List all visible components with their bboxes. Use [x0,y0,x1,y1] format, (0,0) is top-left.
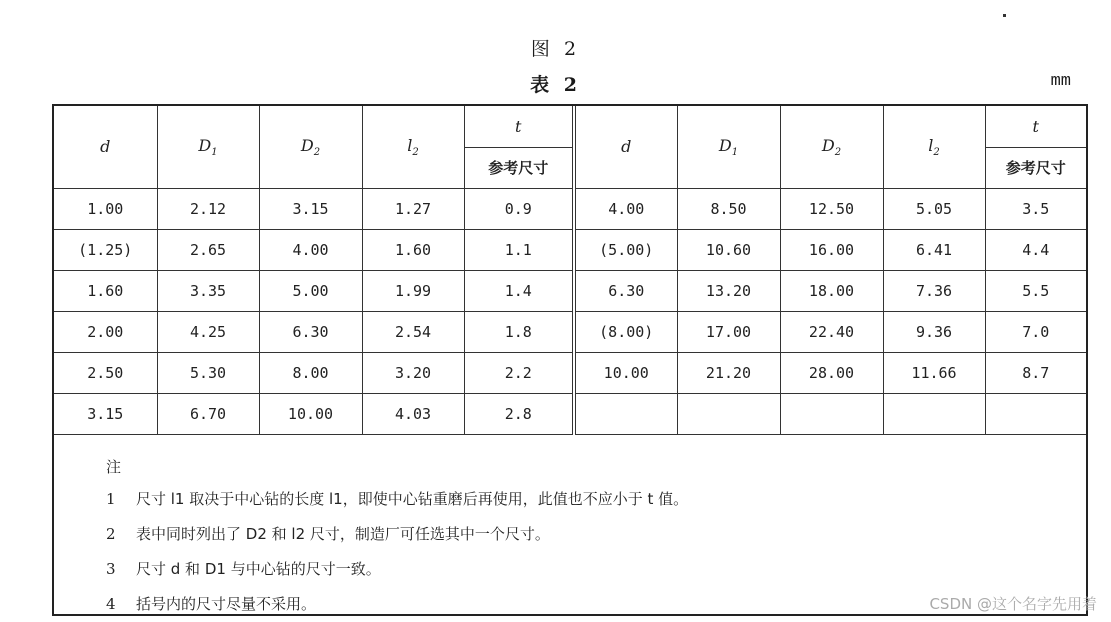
note-4 [106,593,316,614]
table-cell: 1.00 [54,188,157,229]
subheader-ref-size: 参考尺寸 [464,147,574,188]
table-cell [677,393,780,434]
note-3-num: 3 [106,560,116,578]
table-row [54,311,1086,352]
table-cell: (5.00) [574,229,677,270]
header-l2-right: $l_2$ [883,106,985,188]
table-cell: 4.00 [574,188,677,229]
table-row [54,352,1086,393]
table-cell: 1.4 [464,270,574,311]
table-cell: 2.12 [157,188,259,229]
table-cell: (1.25) [54,229,157,270]
table-cell [985,393,1086,434]
note-4-num: 4 [106,595,116,613]
table-cell: 3.15 [54,393,157,434]
unit-label: mm [1050,72,1071,91]
note-1-text: 尺寸 l1 取决于中心钻的长度 l1，即使中心钻重磨后再使用，此值也不应小于 t 值。 [136,490,689,508]
note-1 [106,488,688,509]
figure-label: 图 2 [530,38,581,60]
table-cell: 5.00 [259,270,362,311]
header-l2: $l_2$ [362,106,464,188]
table-cell: 17.00 [677,311,780,352]
table-cell: 8.50 [677,188,780,229]
table-cell: 4.00 [259,229,362,270]
table-cell: (8.00) [574,311,677,352]
header-row [54,106,1086,147]
table-cell [780,393,883,434]
header-D2: $D_2$ [259,106,362,188]
scan-dot [1003,14,1006,17]
table-cell: 3.5 [985,188,1086,229]
table-cell: 10.00 [259,393,362,434]
table-cell: 6.70 [157,393,259,434]
table-cell: 6.41 [883,229,985,270]
table-cell: 4.4 [985,229,1086,270]
table-row [54,270,1086,311]
spec-table [54,106,1086,435]
table-cell: 28.00 [780,352,883,393]
table-cell: 1.99 [362,270,464,311]
table-cell: 2.8 [464,393,574,434]
table-label: 表 2 [530,74,581,96]
table-cell [883,393,985,434]
table-cell: 12.50 [780,188,883,229]
table-cell: 8.00 [259,352,362,393]
watermark: CSDN @这个名字先用着 [929,595,1097,613]
table-cell: 16.00 [780,229,883,270]
table-cell: 10.00 [574,352,677,393]
table-cell: 0.9 [464,188,574,229]
note-2-num: 2 [106,525,116,543]
table-cell: 1.8 [464,311,574,352]
subheader-ref-size-right: 参考尺寸 [985,147,1086,188]
table-cell: 1.27 [362,188,464,229]
table-cell: 2.00 [54,311,157,352]
table-cell: 6.30 [574,270,677,311]
table-cell: 13.20 [677,270,780,311]
table-row [54,188,1086,229]
table-cell: 21.20 [677,352,780,393]
note-2 [106,523,550,544]
table-cell: 11.66 [883,352,985,393]
table-cell: 1.1 [464,229,574,270]
header-t: t [464,106,574,147]
table-cell: 4.03 [362,393,464,434]
table-cell [574,393,677,434]
table-cell: 8.7 [985,352,1086,393]
table-cell: 5.5 [985,270,1086,311]
table-cell: 6.30 [259,311,362,352]
table-row [54,229,1086,270]
note-1-num: 1 [106,490,116,508]
header-D2-right: $D_2$ [780,106,883,188]
note-2-text: 表中同时列出了 D2 和 l2 尺寸，制造厂可任选其中一个尺寸。 [136,525,550,543]
table-cell: 2.2 [464,352,574,393]
header-D1 [157,106,259,188]
table-cell: 2.65 [157,229,259,270]
table-cell: 1.60 [362,229,464,270]
table-row [54,393,1086,434]
header-d-right: d [574,106,677,188]
table-cell: 5.05 [883,188,985,229]
header-D1-text: $D_1$ [198,135,218,158]
table-cell: 9.36 [883,311,985,352]
table-cell: 22.40 [780,311,883,352]
table-cell: 2.54 [362,311,464,352]
table-cell: 18.00 [780,270,883,311]
table-cell: 2.50 [54,352,157,393]
table-cell: 3.20 [362,352,464,393]
header-t-right: t [985,106,1086,147]
note-3 [106,558,381,579]
table-cell: 10.60 [677,229,780,270]
note-4-text: 括号内的尺寸尽量不采用。 [136,595,317,613]
table-cell: 1.60 [54,270,157,311]
table-cell: 3.15 [259,188,362,229]
table-cell: 5.30 [157,352,259,393]
table-cell: 7.36 [883,270,985,311]
table-cell: 7.0 [985,311,1086,352]
header-d: d [54,106,157,188]
table-cell: 3.35 [157,270,259,311]
note-3-text: 尺寸 d 和 D1 与中心钻的尺寸一致。 [136,560,381,578]
notes-heading: 注 [106,458,122,476]
spec-table-frame [52,104,1088,616]
header-D1-right: $D_1$ [677,106,780,188]
table-cell: 4.25 [157,311,259,352]
